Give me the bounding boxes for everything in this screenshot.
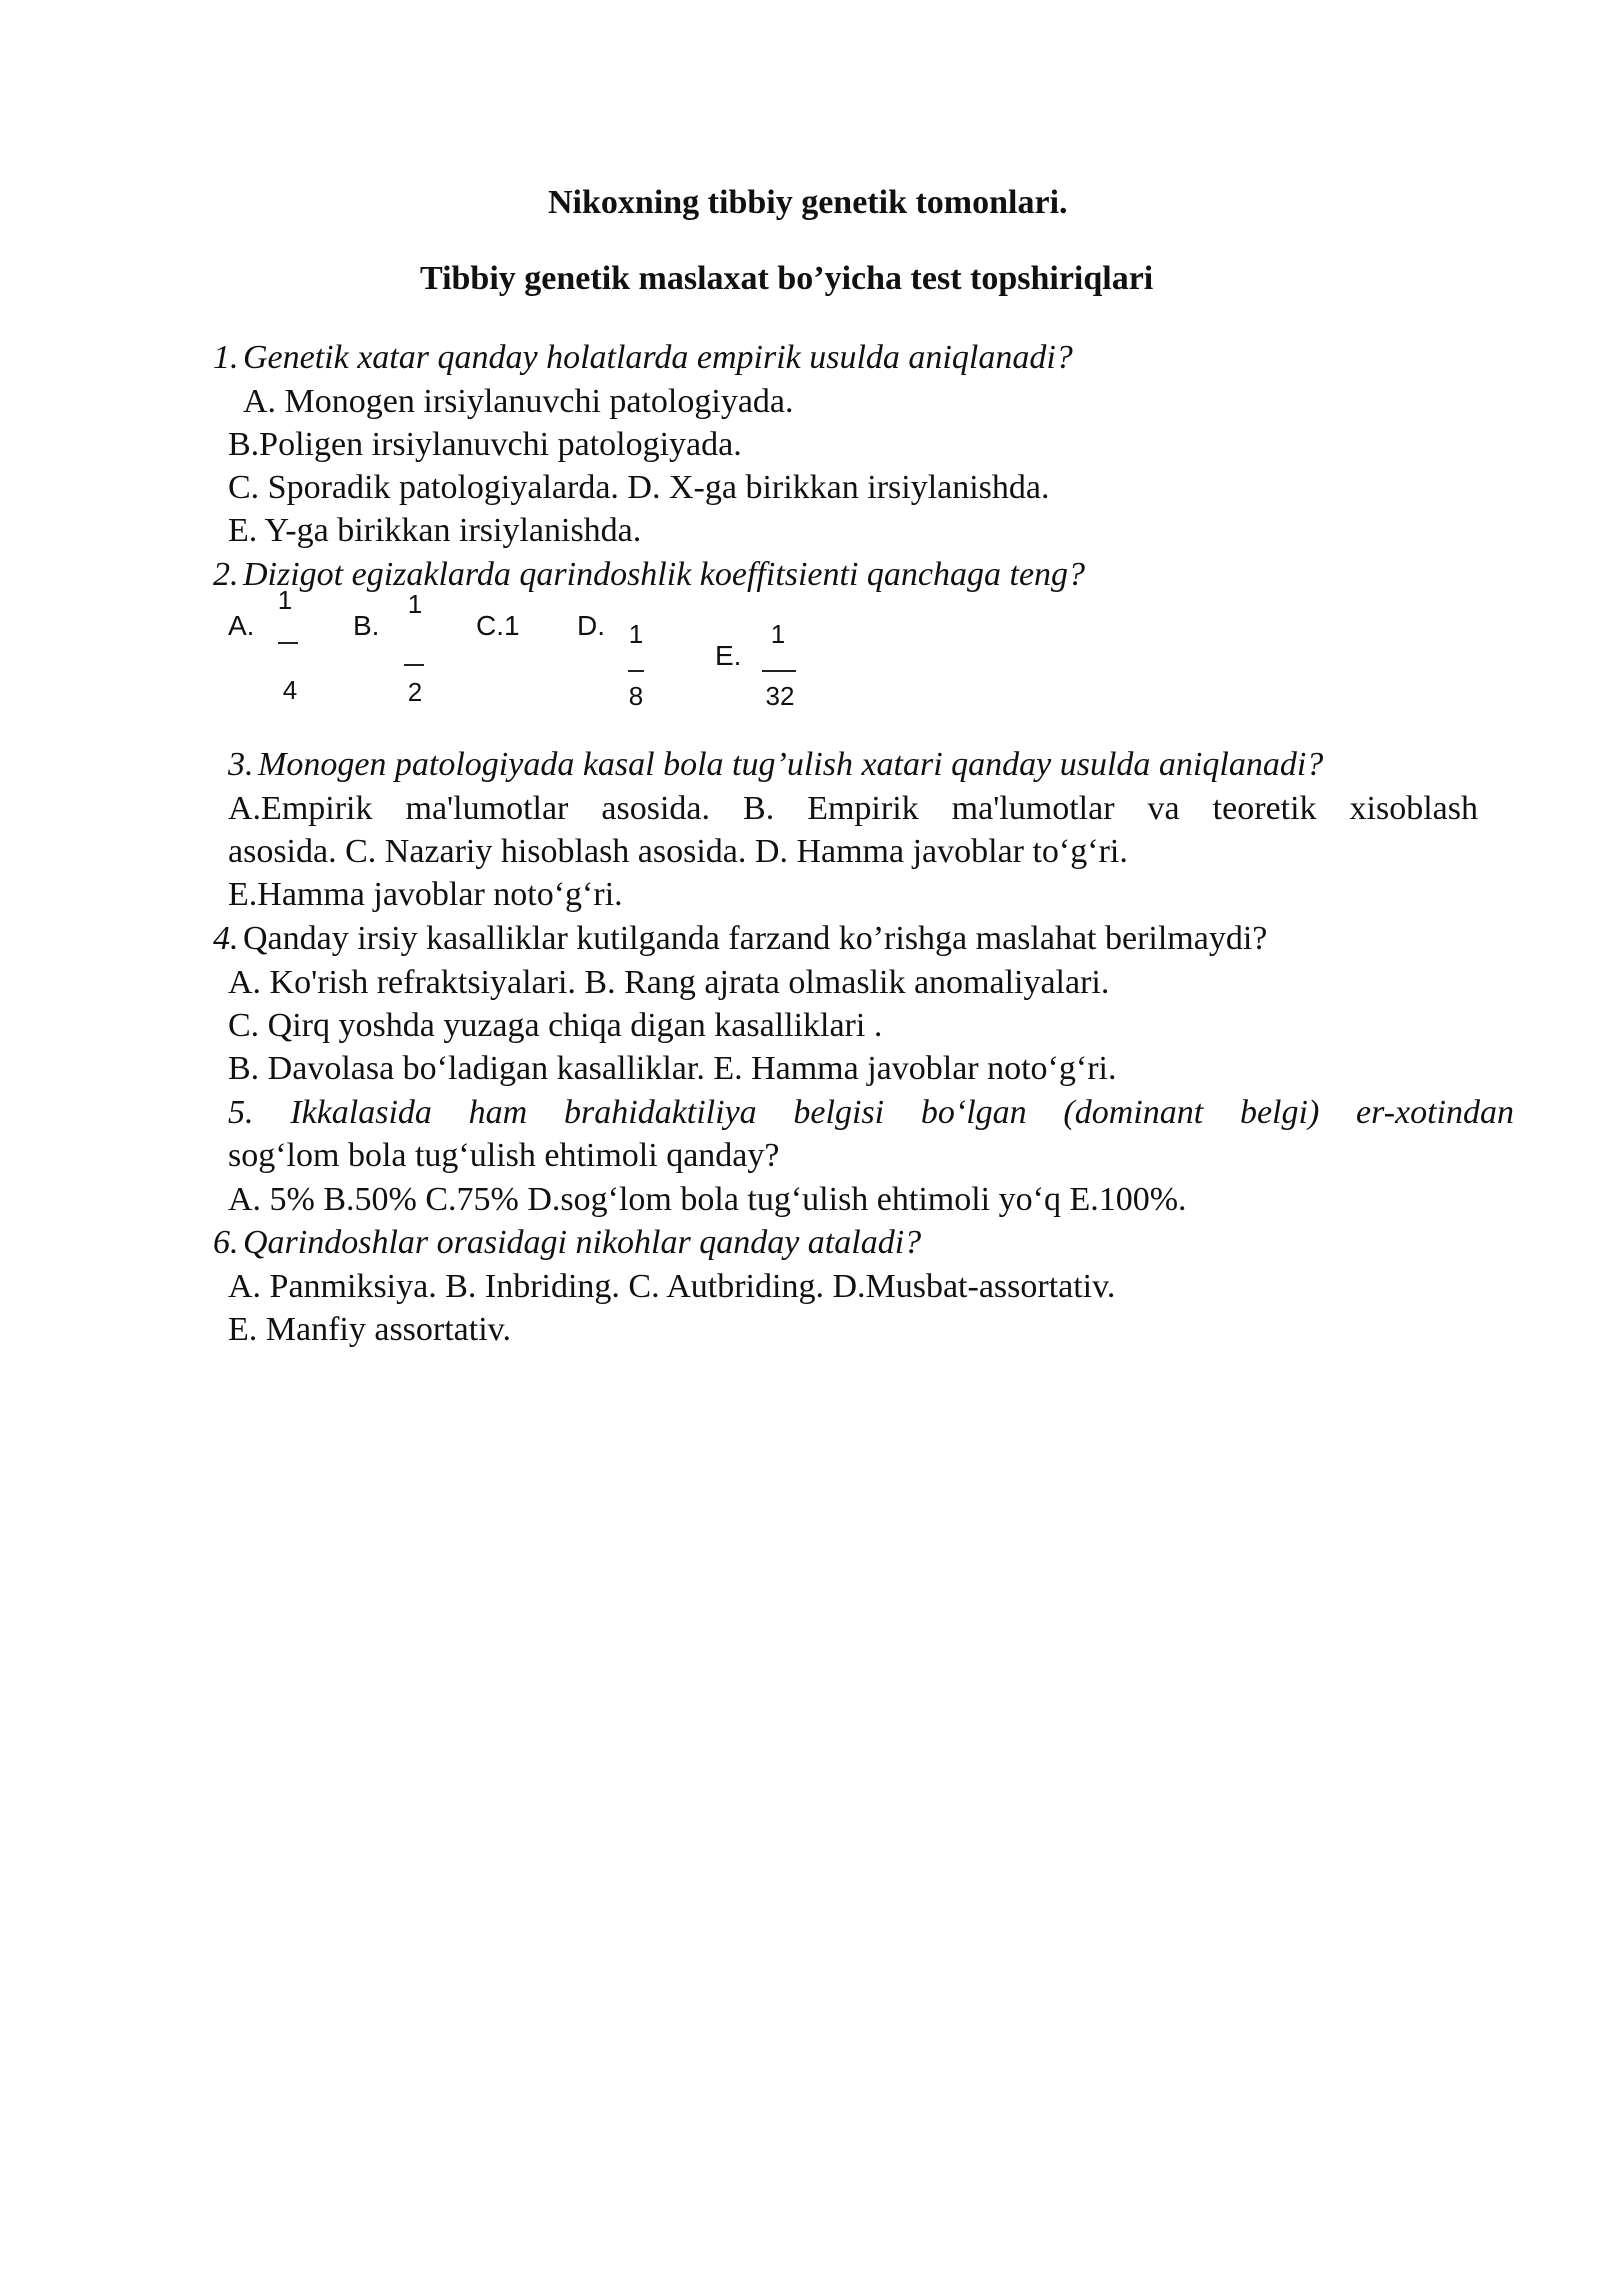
question-1-number: 1.	[213, 339, 239, 376]
question-2-number: 2.	[213, 556, 239, 593]
question-3-options-line-2: asosida. C. Nazariy hisoblash asosida. D. Hamma javoblar to‘g‘ri.	[228, 833, 1128, 870]
page-subtitle: Tibbiy genetik maslaxat bo’yicha test topshiriqlari	[420, 260, 1154, 297]
question-2-option-e-denominator: 32	[765, 681, 795, 711]
question-2-option-a-label: A.	[228, 610, 255, 641]
question-2-text: Dizigot egizaklarda qarindoshlik koeffitsienti qanchaga teng?	[243, 556, 1086, 593]
question-2-option-a-numerator: 1	[277, 585, 293, 615]
question-3-text: Monogen patologiyada kasal bola tug’ulish xatari qanday usulda aniqlanadi?	[258, 746, 1324, 783]
question-4-options-line-1: A. Ko'rish refraktsiyalari. B. Rang ajrata olmaslik anomaliyalari.	[228, 964, 1110, 1001]
fraction-bar	[628, 670, 644, 672]
question-4-text: Qanday irsiy kasalliklar kutilganda farzand ko’rishga maslahat berilmaydi?	[243, 920, 1268, 957]
fraction-bar	[762, 670, 796, 672]
question-4-number: 4.	[213, 920, 239, 957]
question-2-option-d-denominator: 8	[628, 681, 644, 711]
question-2-option-a-denominator: 4	[282, 675, 298, 705]
question-4-options-line-2: C. Qirq yoshda yuzaga chiqa digan kasalliklari .	[228, 1007, 883, 1044]
question-2-option-d-label: D.	[577, 610, 605, 641]
page-title: Nikoxning tibbiy genetik tomonlari.	[548, 184, 1068, 221]
question-2-option-b-numerator: 1	[407, 589, 423, 619]
question-2-option-c: C.1	[476, 610, 520, 641]
question-6-options-line-2: E. Manfiy assortativ.	[228, 1311, 511, 1348]
question-2-option-b-denominator: 2	[407, 677, 423, 707]
fraction-bar	[404, 664, 424, 666]
question-3-options-line-1: A.Empirik ma'lumotlar asosida. B. Empirik ma'lumotlar va teoretik xisoblash	[228, 790, 1478, 827]
question-1-option-a: A. Monogen irsiylanuvchi patologiyada.	[243, 383, 794, 420]
question-2-option-d-numerator: 1	[628, 619, 644, 649]
question-2-option-e-label: E.	[715, 640, 742, 671]
question-3-number: 3.	[228, 746, 254, 783]
question-4-options-line-3: B. Davolasa bo‘ladigan kasalliklar. E. Hamma javoblar noto‘g‘ri.	[228, 1050, 1117, 1087]
question-3-options-line-3: E.Hamma javoblar noto‘g‘ri.	[228, 876, 623, 913]
question-1-option-b: B.Poligen irsiylanuvchi patologiyada.	[228, 426, 742, 463]
question-2-option-b-label: B.	[353, 610, 380, 641]
question-6-text: Qarindoshlar orasidagi nikohlar qanday ataladi?	[243, 1224, 922, 1261]
question-5-text-line-1: 5. Ikkalasida ham brahidaktiliya belgisi bo‘lgan (dominant belgi) er-xotindan	[228, 1094, 1514, 1131]
question-6-number: 6.	[213, 1224, 239, 1261]
question-2-option-e-numerator: 1	[770, 619, 786, 649]
question-5-options: A. 5% B.50% C.75% D.sog‘lom bola tug‘ulish ehtimoli yo‘q E.100%.	[228, 1181, 1187, 1218]
fraction-bar	[278, 642, 298, 644]
question-1-option-e: E. Y-ga birikkan irsiylanishda.	[228, 512, 642, 549]
question-6-options-line-1: A. Panmiksiya. B. Inbriding. C. Autbriding. D.Musbat-assortativ.	[228, 1268, 1116, 1305]
question-1-options-c-d: C. Sporadik patologiyalarda. D. X-ga birikkan irsiylanishda.	[228, 469, 1050, 506]
question-5-text-line-2: sog‘lom bola tug‘ulish ehtimoli qanday?	[228, 1137, 780, 1174]
question-1-text: Genetik xatar qanday holatlarda empirik usulda aniqlanadi?	[243, 339, 1073, 376]
